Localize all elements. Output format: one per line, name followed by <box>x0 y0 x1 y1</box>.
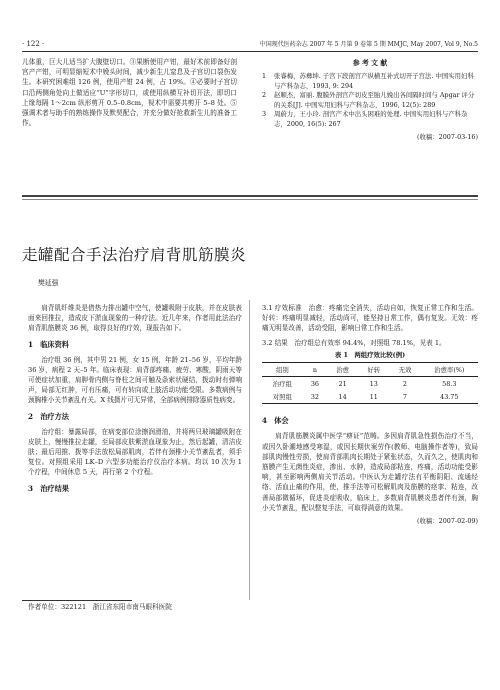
top-left-paragraph: 儿体重，巨大儿适当扩大腹壁切口。③果断使用产钳，最好术前即备好剖宫产产钳，可明显缩短术中娩头时间，减少新生儿窒息及子宫切口裂伤发生。本研究困难组 126 例，使用产钳 24 例，占 19%。④必要时子宫切口沿两侧角处向上做适应“U”字形切口，或使用纵横互补切开法，即切口上缘每隔 1～2cm 纵形剪开 0.5–0.8cm，视术中需要共剪开 5–8 处。⑤强调术者与助手的熟练操作及默契配合，并充分做好抢救新生儿的准备工作。 <box>22 58 237 128</box>
table-cell: 7 <box>402 392 407 401</box>
table-cell: 13 <box>369 379 378 388</box>
right-column <box>262 303 478 527</box>
references-section <box>262 57 478 142</box>
section-1-heading: 1 临床资料 <box>28 339 69 349</box>
reference-number: 3 <box>262 110 267 119</box>
section-4-heading: 4 体会 <box>262 416 289 426</box>
reference-number: 1 <box>262 72 267 80</box>
table-row <box>262 390 478 404</box>
table-title: 表 1 两组疗效比较(例) <box>334 350 406 359</box>
table-row <box>262 377 478 391</box>
section-3-heading: 3 治疗结果 <box>28 483 69 493</box>
section-divider-thin <box>22 199 478 200</box>
references-received-date: (收稿：2007-03-16) <box>416 132 478 141</box>
table-header-cell: 无效 <box>398 366 412 375</box>
table-header-cell: n <box>312 365 317 374</box>
table-header-row <box>262 363 478 377</box>
table-cell: 32 <box>310 392 319 401</box>
section-3-1-text: 3.1 疗效标准 治愈：疼痛完全消失，活动自如，恢复正常工作和生活。好转：疼痛明显减轻，活动尚可，能坚持日常工作，偶有复发。无效：疼痛无明显改善，活动受阻，影响日常工作和生活。 <box>262 304 478 333</box>
results-table <box>262 362 478 404</box>
table-header-cell: 好转 <box>367 366 381 375</box>
section-1-text: 治疗组 36 例，其中男 21 例，女 15 例，年龄 21–56 岁，平均年龄 36 岁，病程 2 天–5 年。临床表现：肩背部疼痛、疲劳、寒酸，阴雨天等可使症状加重，肩胛骨内侧与脊柱之间可触及条索状硬结，拨动时有弹响声，局部无红肿，可有压痛，可有转向或上肢活动功能受限。多数病例与颈胸椎小关节紊乱有关。X 线摄片可无异常，全部病例排除器质性病变。 <box>28 355 242 405</box>
table-cell: 14 <box>338 392 347 401</box>
table-cell: 11 <box>369 392 378 401</box>
section-2-text: 治疗组：暴露局部，在病变部位涂擦润滑油，并将两只玻璃罐吸附在皮肤上，慢慢推拉走罐，至局部皮肤紫淤血现象为止，然后起罐，清洁皮肤；最后用推、拨等手法放松局部肌肉，若伴有颈椎小关节紊乱者，须手复位。对照组采用 LK–D 六型多功能治疗仪治疗本病。均以 10 次为 1 个疗程，中间休息 5 天，再行第 2 个疗程。 <box>28 427 242 477</box>
left-column <box>28 303 242 494</box>
table-header-cell: 治愈 <box>336 366 349 375</box>
author-affiliation: 作者单位：322121 浙江省东阳市南马眼科医院 <box>28 603 172 611</box>
reference-text: 张睿梅，苏彝坤. 子宫下段剖宫产纵横互补式切开子宫法. 中国实用妇科与产科杂志，1993, 9: 294 <box>274 72 474 90</box>
reference-item <box>262 110 478 129</box>
table-header-cell: 组别 <box>276 366 289 375</box>
table-cell: 43.75 <box>440 392 459 401</box>
section-divider <box>22 195 478 197</box>
references-heading: 参 考 文 献 <box>352 59 388 67</box>
journal-header: 中国现代医药杂志 2007 年 5 月第 9 卷第 5 期 MMJC, May 2007, Vol 9, No.5 <box>259 41 478 48</box>
section-4-text: 肩背肌筋膜炎属中医学“痹证”范畴。多因肩背肌急性损伤治疗不当，或因久卧潮地感受寒湿，或因长期伏案劳作(教师、电脑操作者等)，致局部肌肉慢性劳损，使肩背部肌肉长期处于紧张状态，久而久之，使肌肉和筋膜产生无菌性炎症，渗出、水肿，造成局部粘连，疼痛，活动功能受影响，甚至影响两侧肩关节活动。中医认为走罐疗法有平衡阴阳、流通经络、活血止痛的作用，使，推手法等可松解肌肉及筋膜的痉挛、粘连，改善局部微循环，促进炎症吸收，临床上，多数肩背肌膜炎患者伴有颈，胸小关节紊乱，配以整复手法，可取得满意的效果。 <box>262 432 478 512</box>
table-header-cell: 治愈率(%) <box>434 366 465 375</box>
reference-text: 周蔚力，王小玲. 剖宫产术中出头困难的处理. 中国实用妇科与产科杂志，2000, 16(5): 267 <box>274 110 468 128</box>
abstract-paragraph: 肩背肌纤维炎是借热力排出罐中空气，使罐吸附于皮肤，并在皮肤表面来回推拉，造成皮下淤血现象的一种疗法。近几年来，作者用此法治疗肩背肌筋膜炎 36 例，取得良好的疗效，现报告如下。 <box>28 304 242 333</box>
table-cell: 对照组 <box>272 393 292 402</box>
table-cell: 治疗组 <box>272 380 292 389</box>
section-3-2-text: 3.2 结果 治疗组总有效率 94.4%，对照组 78.1%，见表 1。 <box>262 338 446 347</box>
table-cell: 2 <box>402 379 407 388</box>
article-title: 走罐配合手法治疗肩背肌筋膜炎 <box>22 246 247 264</box>
reference-item <box>262 91 478 110</box>
reference-text: 赵顺杰，富丽. 腹膜外剖宫产切皮至胎儿娩出各间隔时间与 Apgar 评分的关系[J]. 中国实用妇科与产科杂志，1996, 12(5): 289 <box>274 91 475 109</box>
column-divider <box>249 300 250 600</box>
page-number: · 122 · <box>22 40 45 48</box>
article-received-date: (收稿：2007-02-09) <box>416 517 478 526</box>
table-cell: 58.3 <box>442 379 457 388</box>
section-2-heading: 2 治疗方法 <box>28 411 69 421</box>
table-cell: 21 <box>338 379 347 388</box>
article-author: 樊延强 <box>38 279 59 287</box>
header-rule <box>22 51 478 52</box>
footnote-rule <box>22 600 132 601</box>
reference-item <box>262 72 478 91</box>
table-cell: 36 <box>310 379 319 388</box>
reference-number: 2 <box>262 91 267 100</box>
